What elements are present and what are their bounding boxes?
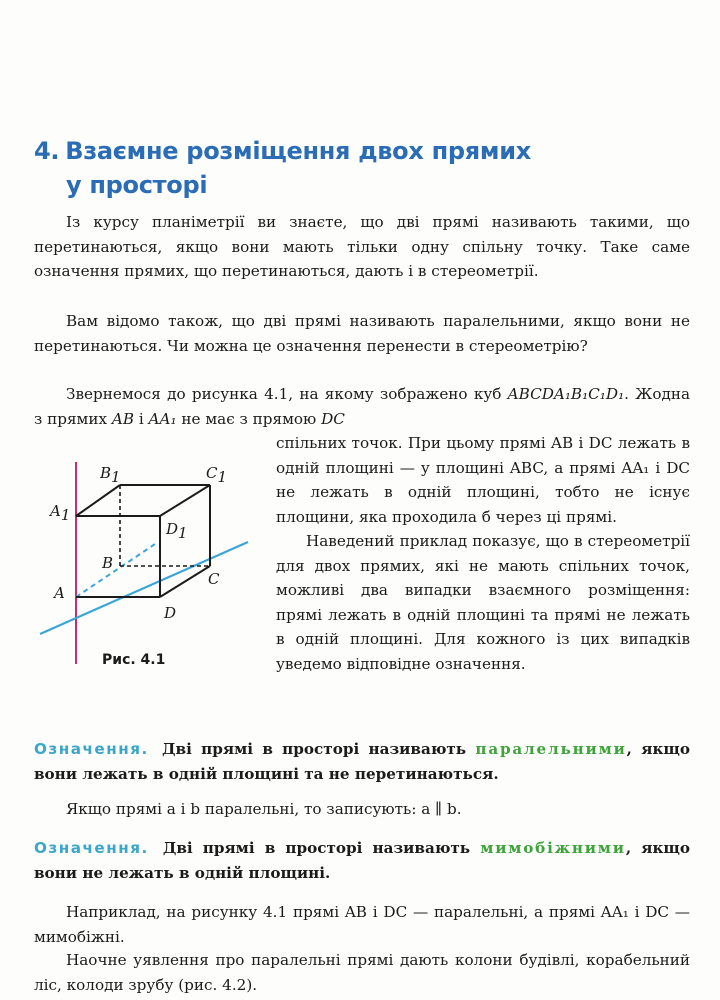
p3-text-d: не має з прямою <box>176 409 322 428</box>
label-d1: D1 <box>166 520 188 542</box>
paragraph-3 <box>34 382 690 431</box>
label-c1: C1 <box>206 464 228 486</box>
definition-term: паралельними <box>475 740 627 758</box>
right-column <box>276 431 690 676</box>
definition-term: мимобіжними <box>480 839 626 857</box>
definition-parallel <box>34 737 690 786</box>
edge-d1c1 <box>160 485 210 516</box>
paragraph-visual: Наочне уявлення про паралельні прямі дають колони будівлі, корабельний ліс, колоди зрубу (рис. 4.2). <box>34 951 690 994</box>
definition-text-b: , якщо вони лежать в одній площині та не перетинаються. <box>34 740 690 783</box>
line-dc <box>40 542 248 634</box>
p3-line-ab: AB <box>111 409 135 428</box>
paragraph-notation: Якщо прямі a і b паралельні, то записують: a ∥ b. <box>66 800 462 818</box>
paragraph-1: Із курсу планіметрії ви знаєте, що дві прямі називають такими, що перетинаються, якщо вони мають тільки одну спільну точку. Таке саме означення прямих, що перетинаються, дають і в стереометрії. <box>34 213 690 280</box>
p3-line-dc: DC <box>321 409 345 428</box>
definition-text-a: Дві прямі в просторі називають <box>162 839 481 857</box>
p3-text-a: Звернемося до рисунка 4.1, на якому зображено куб <box>66 385 508 403</box>
p3-line-aa1: AA₁ <box>148 409 177 428</box>
section-title-line2: у просторі <box>66 171 208 199</box>
label-a: A <box>54 584 65 602</box>
section-title-line1: Взаємне розміщення двох прямих <box>65 137 531 165</box>
paragraph-example: Наприклад, на рисунку 4.1 прямі AB і DC — паралельні, а прямі AA₁ і DC — мимобіжні. <box>34 903 690 946</box>
section-heading <box>34 134 674 202</box>
definition-text-a: Дві прямі в просторі називають <box>162 740 476 758</box>
p3-text-c: і <box>134 409 149 428</box>
definition-label: Означення. <box>34 740 149 758</box>
paragraph-2: Вам відомо також, що дві прямі називають паралельними, якщо вони не перетинаються. Чи можна це означення перенести в стереометрію? <box>34 312 690 355</box>
line-ab <box>76 542 158 597</box>
cube-diagram <box>30 456 270 666</box>
figure-cube <box>30 456 270 666</box>
label-a1: A1 <box>50 502 71 524</box>
definition-label: Означення. <box>34 839 149 857</box>
label-b1: B1 <box>100 464 121 486</box>
label-c: C <box>208 570 220 588</box>
section-number: 4. <box>34 137 60 165</box>
figure-caption: Рис. 4.1 <box>102 652 166 668</box>
right-paragraph-1: спільних точок. При цьому прямі AB і DC лежать в одній площині — у площині ABC, а прямі AA₁ і DC не лежать в одній площині, тобто не існує площини, яка проходила б через ці прямі. <box>276 434 690 526</box>
label-b: B <box>102 554 114 572</box>
label-d: D <box>164 604 177 622</box>
p3-cube-name: ABCDA₁B₁C₁D₁ <box>507 385 625 403</box>
definition-text-b: , якщо вони не лежать в одній площині. <box>34 839 690 882</box>
right-paragraph-2: Наведений приклад показує, що в стереометрії для двох прямих, які не мають спільних точок, можливі два випадки взаємного розміщення: прямі лежать в одній площині та прямі не лежать в одній площині. Для кожного із цих випадків уведемо відповідне означення. <box>276 532 690 673</box>
p3-text-b: . Жодна з прямих <box>34 385 690 428</box>
definition-skew <box>34 836 690 885</box>
edge-a1b1 <box>76 485 120 516</box>
